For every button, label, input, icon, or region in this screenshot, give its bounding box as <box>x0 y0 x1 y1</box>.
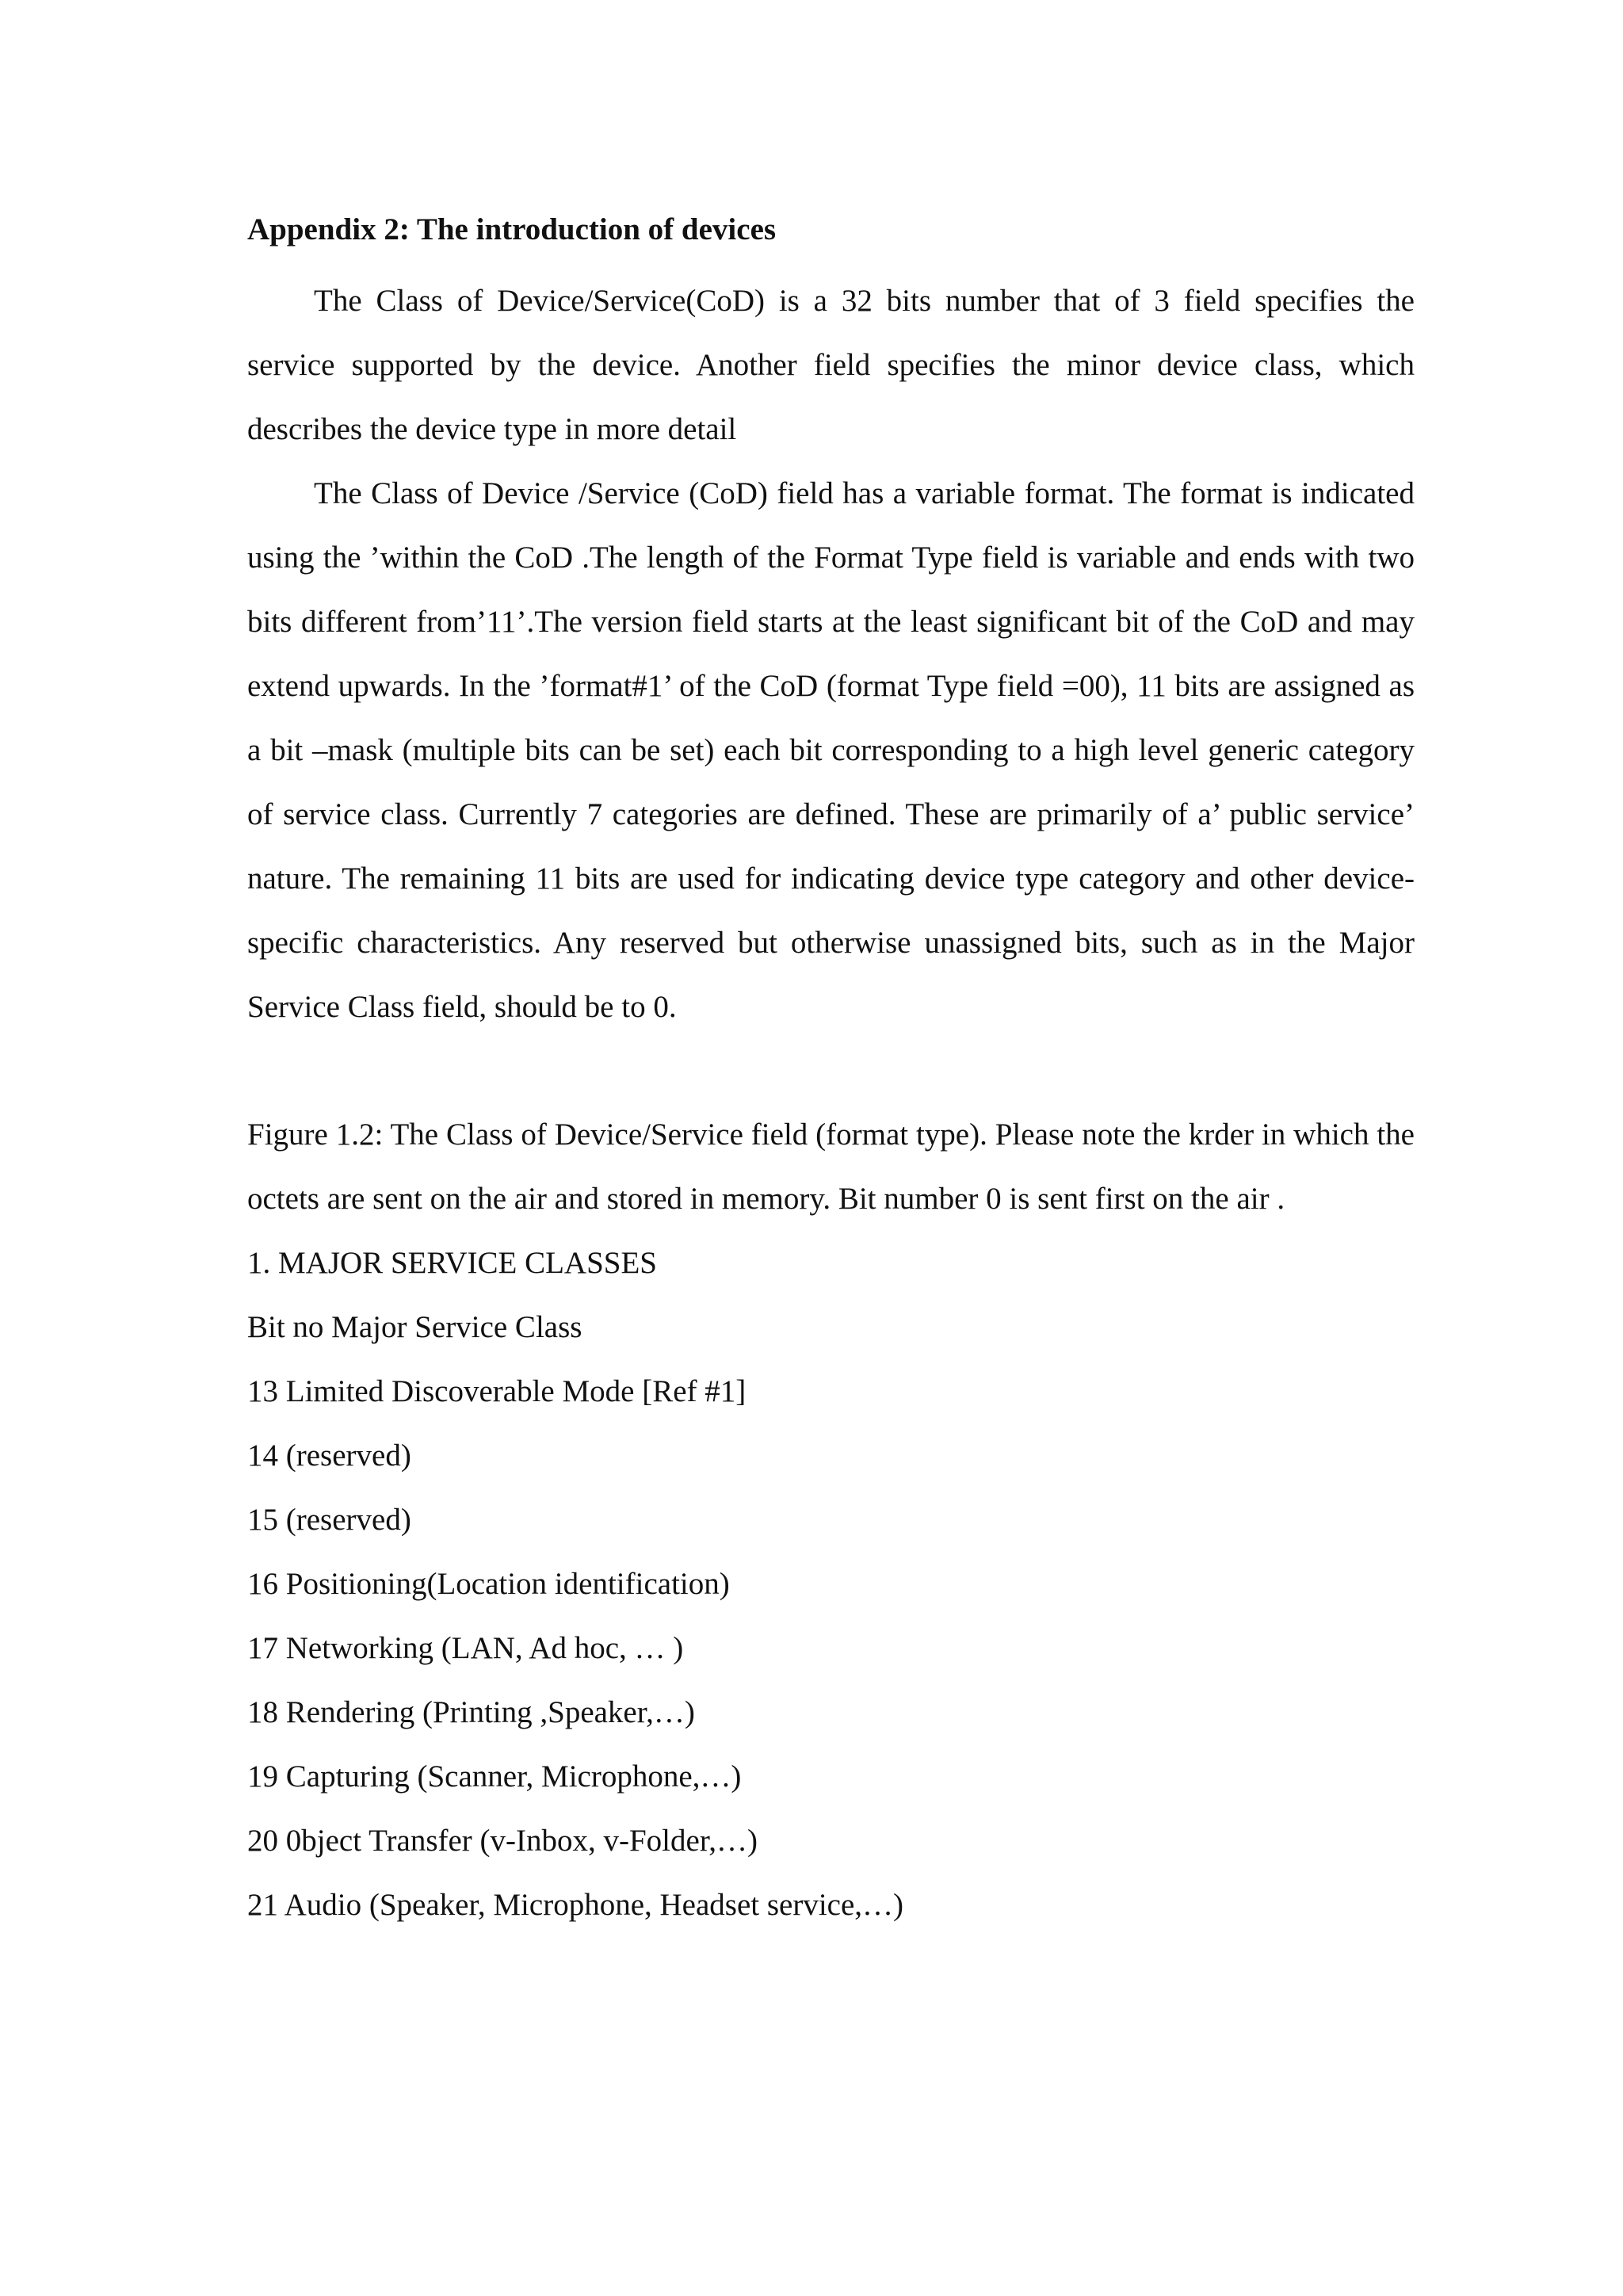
section-title: 1. MAJOR SERVICE CLASSES <box>247 1246 657 1280</box>
cod-format-paragraph: The Class of Device /Service (CoD) field has a variable format. The format is indicated using the ’within the CoD .The length of the Format Type field is variable and ends with two bits different from’11’.The version field starts at the least significant bit of the CoD and may extend upwards. In the ’format#1’ of the CoD (format Type field =00), 11 bits are assigned as a bit –mask (multiple bits can be set) each bit corresponding to a high level generic category of service class. Currently 7 categories are defined. These are primarily of a’ public service’ nature. The remaining 11 bits are used for indicating device type category and other device-specific characteristics. Any reserved but otherwise unassigned bits, such as in the Major Service Class field, should be to 0. <box>247 476 1415 1024</box>
service-class-item: 13 Limited Discoverable Mode [Ref #1] <box>247 1374 747 1408</box>
cod-intro-paragraph: The Class of Device/Service(CoD) is a 32 bits number that of 3 field specifies the service supported by the device. Another field specifies the minor device class, which describes the device type in more detail <box>247 284 1415 446</box>
service-class-item: 17 Networking (LAN, Ad hoc, … ) <box>247 1631 684 1665</box>
service-class-item: 15 (reserved) <box>247 1503 411 1537</box>
table-header: Bit no Major Service Class <box>247 1310 582 1344</box>
service-class-item: 18 Rendering (Printing ,Speaker,…) <box>247 1695 695 1729</box>
service-class-item: 19 Capturing (Scanner, Microphone,…) <box>247 1759 742 1794</box>
service-class-item: 14 (reserved) <box>247 1438 411 1473</box>
figure-caption: Figure 1.2: The Class of Device/Service field (format type). Please note the krder in which the octets are sent on the air and stored in memory. Bit number 0 is sent first on the air . <box>247 1117 1415 1216</box>
service-class-item: 21 Audio (Speaker, Microphone, Headset service,…) <box>247 1888 904 1922</box>
document-body <box>247 204 1415 1937</box>
section-spacer <box>247 1039 1415 1102</box>
service-class-item: 20 0bject Transfer (v-Inbox, v-Folder,…) <box>247 1824 758 1858</box>
appendix-heading: Appendix 2: The introduction of devices <box>247 212 777 246</box>
service-class-item: 16 Positioning(Location identification) <box>247 1567 730 1601</box>
